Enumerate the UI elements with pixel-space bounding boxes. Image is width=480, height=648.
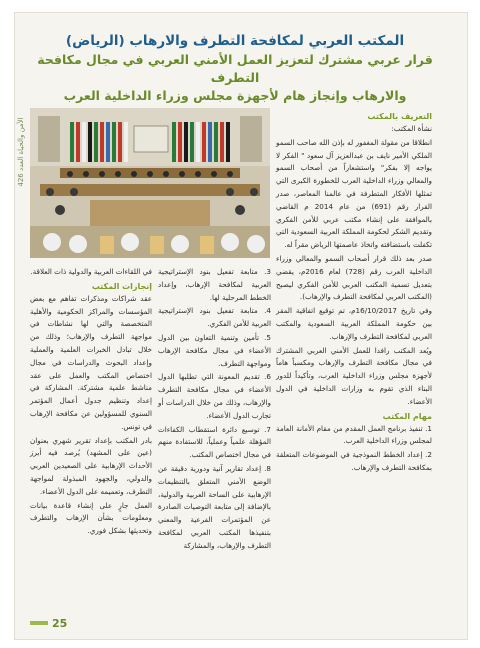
page-number-bar [30, 621, 48, 625]
paragraph-origin: انطلاقا من مقولة المغفور له بإذن الله صاحب السمو الملكي الأمير نايف بن عبدالعزيز آل سعود " الفكر لا يواجه إلا بفكر" واستشعاراً من أصحاب السمو والمعالي وزراء الداخلية العرب للخطورة الكبرى التي تمثلها الأفكار المتطرفة في عالمنا المعاصر، صدر القرار رقم (691) من عام 2014 م القاضي بالموافقة على إنشاء مكتب عربي للأمن الفكري وتقديم الشكر لحكومة المملكة العربية السعودية التي تكفلت باستضافته واتخاذ عاصمتها الرياض مقراً له. [276, 137, 432, 250]
article-column-right [276, 110, 432, 476]
task-item: 5. تأمين وتنمية التعاون بين الدول الأعضاء في مجال مكافحة الإرهاب ومواجهة التطرف. [158, 332, 271, 368]
task-item: 7. توسيع دائرة استقطاب الكفاءات المؤهلة علمياً وعملياً، للاستفادة منهم في مجال اختصاص المكتب. [158, 424, 271, 460]
task-item: 2. إعداد الخطط النموذجية في الموضوعات المتعلقة بمكافحة التطرف والإرهاب. [276, 450, 432, 472]
article-header [30, 32, 440, 105]
conference-photo [30, 108, 270, 258]
task-item: 6. تقديم المعونة التي تطلبها الدول الأعضاء في مجال مكافحة التطرف والإرهاب، وذلك من خلال الدراسات أو تجارب الدول الأعضاء. [158, 372, 271, 420]
task-item: 3. متابعة تفعيل بنود الإستراتيجية العربية لمكافحة الإرهاب، وإعداد الخطط المرحلية لها. [158, 267, 271, 302]
side-tab-label: الأمن والحياة العدد 426 [17, 117, 25, 187]
task-item: 4. متابعة تفعيل بنود الإستراتيجية العربية للأمن الفكري. [158, 306, 271, 329]
paragraph-database: العمل جارٍ على إنشاء قاعدة بيانات ومعلومات بشأن الإرهاب والتطرف وتحديثها بشكل فوري. [30, 500, 152, 536]
task-item: 8. إعداد تقارير آنية ودورية دقيقة عن الوضع الأمني المتعلق بالتنظيمات الإرهابية على الساحة العربية والدولية، بالإضافة إلى متابعة التوصيات الصادرة عن المؤتمرات الفرعية والمعني بتنفيذها المكتب العربي لمكافحة التطرف والإرهاب، والمشاركة [158, 463, 271, 550]
article-column-middle [158, 266, 271, 554]
task-item: 1. تنفيذ برنامج العمل المقدم من مقام الأمانة العامة لمجلس وزراء الداخلية العرب. [276, 423, 432, 446]
article-subtitle-line2: والارهاب وإنجاز هام لأجهزة مجلس وزراء الداخلية العرب [63, 88, 407, 103]
article-title: المكتب العربي لمكافحة التطرف والارهاب (الرياض) [65, 33, 405, 49]
paragraph-rename-decision: صدر بعد ذلك قرار أصحاب السمو والمعالي وزراء الداخلية العرب رقم (728) لعام 2016م، يقضي بتعديل تسمية المكتب العربي للأمن الفكري ليصبح (المكتب العربي لمكافحة التطرف والإرهاب). [276, 253, 432, 302]
paragraph-role: ويُعد المكتب رافدا للعمل الأمني العربي المشترك في مجال مكافحة التطرف والإرهاب ومكسباً هاماً لأجهزة مجلس وزراء الداخلية العرب، وتأكيداً للدور البناء الذي تقوم به وزارات الداخلية في الدول الأعضاء. [276, 345, 432, 406]
side-tab [14, 112, 28, 204]
paragraph-partnerships: عقد شراكات ومذكرات تفاهم مع بعض المؤسسات والمراكز الحكومية والأهلية المتخصصة والتي لها نشاطات في مواجهة التطرف والإرهاب؛ وذلك من خلال تبادل الخبرات العلمية والعملية وإعداد البحوث والدراسات في مجال اختصاص المكتب والعمل على عقد مناشط علمية مشتركة. المشاركة في إعداد وتنظيم جدول أعمال المؤتمر السنوي للمسؤولين عن مكافحة الإرهاب في تونس. [30, 293, 152, 431]
paragraph-continuation: في اللقاءات العربية والدولية ذات العلاقة. [30, 267, 152, 276]
page-number: 25 [52, 617, 68, 630]
section-heading-achievements: إنجازات المكتب [91, 281, 152, 291]
section-heading-tasks: مهام المكتب [382, 411, 432, 421]
paragraph-hq-agreement: وفي تاريخ 16/10/2017م، تم توقيع اتفاقية المقر بين حكومة المملكة العربية السعودية والمكتب العربي لمكافحة التطرف والإرهاب. [276, 306, 432, 341]
paragraph-monthly-report: بادر المكتب بإعداد تقرير شهري بعنوان (عين على المشهد) يُرصد فيه أبرز الأحداث الإرهابية على الصعيدين العربي والدولي، والجهود المبذولة لمواجهة التطرف، وتعميمه على الدول الأعضاء. [30, 435, 152, 496]
paragraph-origin-label: نشأة المكتب: [391, 124, 432, 133]
section-heading-about: التعريف بالمكتب [367, 112, 432, 121]
conference-photo-illustration [30, 108, 270, 258]
article-subtitle-line1: قرار عربي مشترك لتعزيز العمل الأمني العربي في مجال مكافحة التطرف [37, 52, 433, 85]
article-column-left [30, 266, 152, 539]
